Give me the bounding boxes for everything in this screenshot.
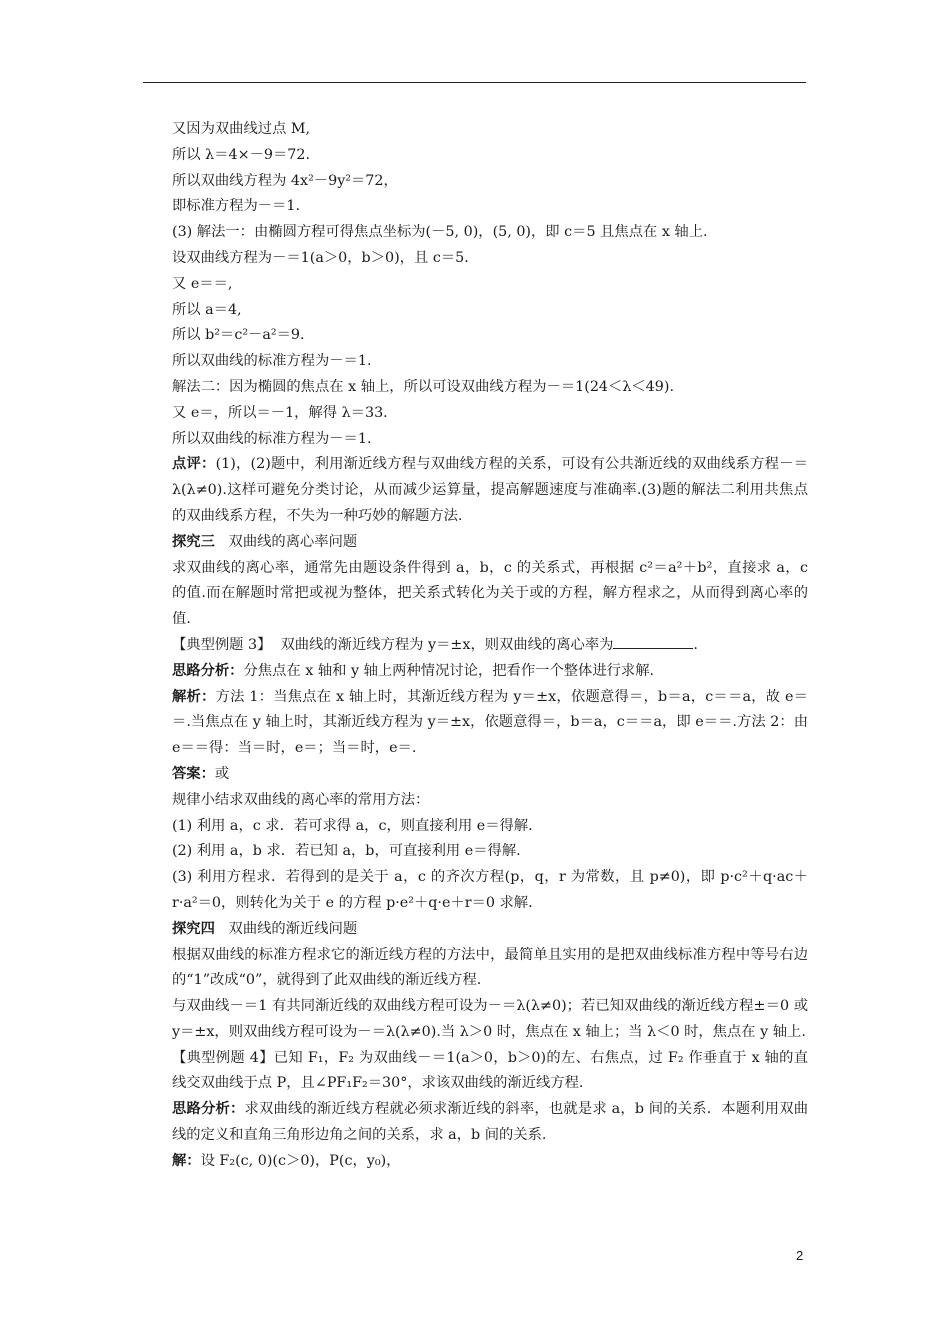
example-label: 【典型例题 3】 [172,636,272,653]
section-heading-3 [143,530,808,556]
text-line: 所以 a＝4, [172,301,242,318]
text-line: 所以双曲线的标准方程为－＝1. [172,430,372,447]
text-line: 设双曲线方程为－＝1(a＞0，b＞0)，且 c＝5. [172,249,469,266]
analysis-text: 分焦点在 x 轴和 y 轴上两种情况讨论，把看作一个整体进行求解. [243,662,655,679]
section4-paragraph-1: 根据双曲线的标准方程求它的渐近线方程的方法中，最简单且实用的是把双曲线标准方程中等号右边的“1”改成“0”，就得到了此双曲线的渐近线方程. [172,946,808,989]
answer-blank [613,634,693,649]
answer-3 [143,762,808,788]
example-3 [143,633,808,659]
summary-method-2: (2) 利用 a，b 求．若已知 a，b，可直接利用 e＝得解. [172,843,521,860]
section-title: 双曲线的渐近线问题 [228,920,358,937]
text-line: 又 e＝＝, [172,275,233,292]
analysis-3 [143,659,808,685]
page-number: 2 [796,1248,804,1263]
comment-label: 点评： [172,456,216,473]
analysis-4 [143,1097,808,1149]
comment-paragraph [143,452,808,529]
text-line: 所以双曲线的标准方程为－＝1. [172,353,372,370]
summary-method-1: (1) 利用 a，c 求．若可求得 a，c，则直接利用 e＝得解. [172,817,533,834]
header-rule [143,82,806,83]
text-line: 所以 λ＝4×－9＝72. [172,146,310,163]
answer-text: 或 [214,765,230,782]
text-line: 所以 b²＝c²－a²＝9. [172,327,305,344]
solution-text: 设 F₂(c, 0)(c＞0)，P(c，y₀)， [200,1152,401,1169]
section-heading-4 [143,917,808,943]
example-label: 【典型例题 4】 [172,1049,274,1066]
text-line: (3) 解法一：由椭圆方程可得焦点坐标为(－5, 0)，(5, 0)，即 c＝5 且焦点在 x 轴上. [172,224,708,241]
section-title: 双曲线的离心率问题 [228,533,358,550]
summary-method-3: (3) 利用方程求．若得到的是关于 a，c 的齐次方程(p，q，r 为常数，且 p≠0)，即 p·c²＋q·ac＋r·a²＝0，则转化为关于 e 的方程 p·e²＋q·e＋r＝0 求解. [172,869,808,911]
text-line: 即标准方程为－＝1. [172,198,301,215]
text-line: 又 e＝，所以＝－1，解得 λ＝33. [172,404,388,421]
text-line: 解法二：因为椭圆的焦点在 x 轴上，所以可设双曲线方程为－＝1(24＜λ＜49). [172,378,675,395]
answer-label: 答案： [172,765,215,782]
solution-3 [143,685,808,762]
section3-intro: 求双曲线的离心率，通常先由题设条件得到 a，b，c 的关系式，再根据 c²＝a²＋b²，直接求 a，c 的值.而在解题时常把或视为整体，把关系式转化为关于或的方程，解方程求之，从而得到离心率的值. [172,559,808,628]
analysis-label: 思路分析： [172,662,244,679]
solution-text: 方法 1：当焦点在 x 轴上时，其渐近线方程为 y＝±x，依题意得＝，b＝a，c＝＝a，故 e＝＝.当焦点在 y 轴上时，其渐近线方程为 y＝±x，依题意得＝，b＝a，c＝＝a，即 e＝＝.方法 2：由 e＝＝得：当＝时，e＝；当＝时，e＝. [172,688,808,757]
solution-4 [143,1149,808,1175]
text-line: 所以双曲线方程为 4x²－9y²＝72， [172,172,398,189]
text-line: 又因为双曲线过点 M, [172,121,311,137]
solution-label: 解： [172,1152,201,1169]
solution-label: 解析： [172,688,216,705]
comment-text: (1)，(2)题中，利用渐近线方程与双曲线方程的关系，可设有公共渐近线的双曲线系方程－＝λ(λ≠0).这样可避免分类讨论，从而减少运算量，提高解题速度与准确率.(3)题的解法二利用共焦点的双曲线系方程，不失为一种巧妙的解题方法. [172,456,809,524]
section-label: 探究四 [172,920,215,937]
document-body [143,117,808,1175]
example-text: 已知 F₁，F₂ 为双曲线－＝1(a＞0，b＞0)的左、右焦点，过 F₂ 作垂直于 x 轴的直线交双曲线于点 P，且∠PF₁F₂＝30°，求该双曲线的渐近线方程. [172,1049,808,1092]
example-4 [143,1046,808,1098]
example-text: 双曲线的渐近线方程为 y＝±x，则双曲线的离心率为 [280,636,614,653]
section-label: 探究三 [172,533,215,550]
section4-paragraph-2: 与双曲线－＝1 有共同渐近线的双曲线方程可设为－＝λ(λ≠0)；若已知双曲线的渐近线方程±＝0 或 y＝±x，则双曲线方程可设为－＝λ(λ≠0).当 λ＞0 时，焦点在 x 轴上；当 λ＜0 时，焦点在 y 轴上. [172,998,808,1040]
analysis-text: 求双曲线的渐近线方程就必须求渐近线的斜率，也就是求 a，b 间的关系．本题利用双曲线的定义和直角三角形边角之间的关系，求 a，b 间的关系. [172,1101,808,1144]
summary-title: 规律小结求双曲线的离心率的常用方法： [172,791,430,808]
example-end: . [693,636,698,653]
analysis-label: 思路分析： [172,1101,245,1118]
